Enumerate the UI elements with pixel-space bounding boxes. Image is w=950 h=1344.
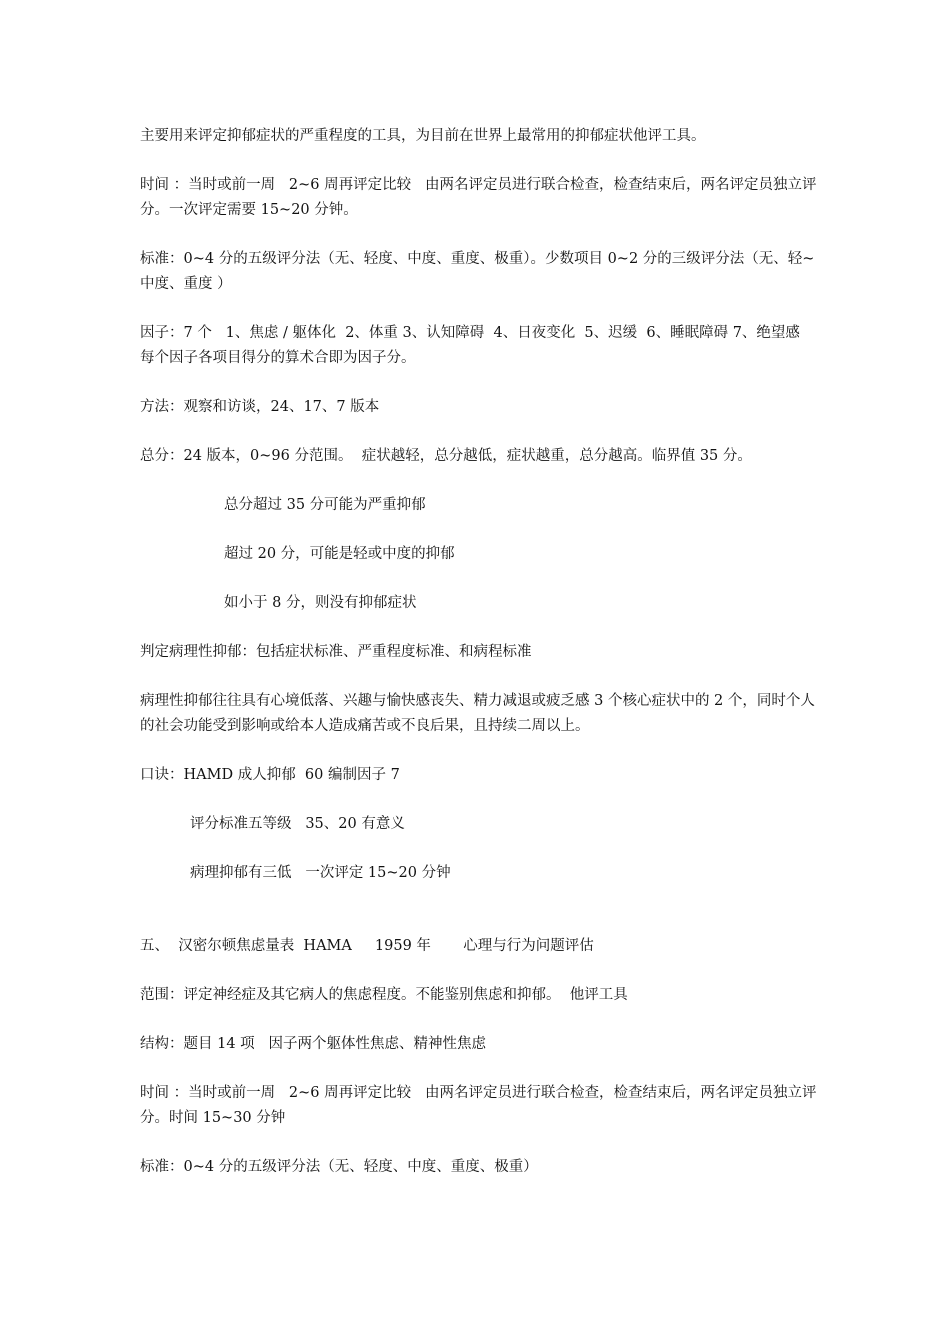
paragraph-mnemonic: 口诀：HAMD 成人抑郁 60 编制因子 7 <box>140 767 400 783</box>
paragraph-pathological-criteria: 判定病理性抑郁：包括症状标准、严重程度标准、和病程标准 <box>140 644 532 660</box>
section-heading-hama: 五、 汉密尔顿焦虑量表 HAMA 1959 年 心理与行为问题评估 <box>140 938 594 954</box>
document-body <box>140 124 820 1204</box>
paragraph-hama-standard: 标准：0~4 分的五级评分法（无、轻度、中度、重度、极重） <box>140 1159 538 1175</box>
paragraph-pathological-description: 病理性抑郁往往具有心境低落、兴趣与愉快感丧失、精力减退或疲乏感 3 个核心症状中的 2 个，同时个人的社会功能受到影响或给本人造成痛苦或不良后果，且持续二周以上。 <box>140 693 815 734</box>
paragraph-total-score: 总分：24 版本，0~96 分范围。 症状越轻，总分越低，症状越重，总分越高。临界值 35 分。 <box>140 448 752 464</box>
paragraph-hama-scope: 范围：评定神经症及其它病人的焦虑程度。不能鉴别焦虑和抑郁。 他评工具 <box>140 987 628 1003</box>
paragraph-standard: 标准：0~4 分的五级评分法（无、轻度、中度、重度、极重）。少数项目 0~2 分的三级评分法（无、轻~中度、重度 ） <box>140 251 815 292</box>
paragraph-score-none: 如小于 8 分，则没有抑郁症状 <box>224 595 417 611</box>
paragraph-hama-structure: 结构：题目 14 项 因子两个躯体性焦虑、精神性焦虑 <box>140 1036 486 1052</box>
paragraph-hama-time: 时间 ：当时或前一周 2~6 周再评定比较 由两名评定员进行联合检查，检查结束后，两名评定员独立评分。时间 15~30 分钟 <box>140 1085 817 1126</box>
paragraph-mnemonic-line-3: 病理抑郁有三低 一次评定 15~20 分钟 <box>190 865 451 881</box>
paragraph-factors: 因子：7 个 1、焦虑 / 躯体化 2、体重 3、认知障碍 4、日夜变化 5、迟缓 6、睡眠障碍 7、绝望感 每个因子各项目得分的算术合即为因子分。 <box>140 325 810 366</box>
paragraph-time: 时间 ：当时或前一周 2~6 周再评定比较 由两名评定员进行联合检查，检查结束后，两名评定员独立评分。一次评定需要 15~20 分钟。 <box>140 177 817 218</box>
paragraph-score-moderate: 超过 20 分，可能是轻或中度的抑郁 <box>224 546 455 562</box>
paragraph-method: 方法：观察和访谈，24、17、7 版本 <box>140 399 380 415</box>
paragraph-score-severe: 总分超过 35 分可能为严重抑郁 <box>224 497 426 513</box>
paragraph-mnemonic-line-2: 评分标准五等级 35、20 有意义 <box>190 816 405 832</box>
paragraph-intro: 主要用来评定抑郁症状的严重程度的工具，为目前在世界上最常用的抑郁症状他评工具。 <box>140 128 706 144</box>
